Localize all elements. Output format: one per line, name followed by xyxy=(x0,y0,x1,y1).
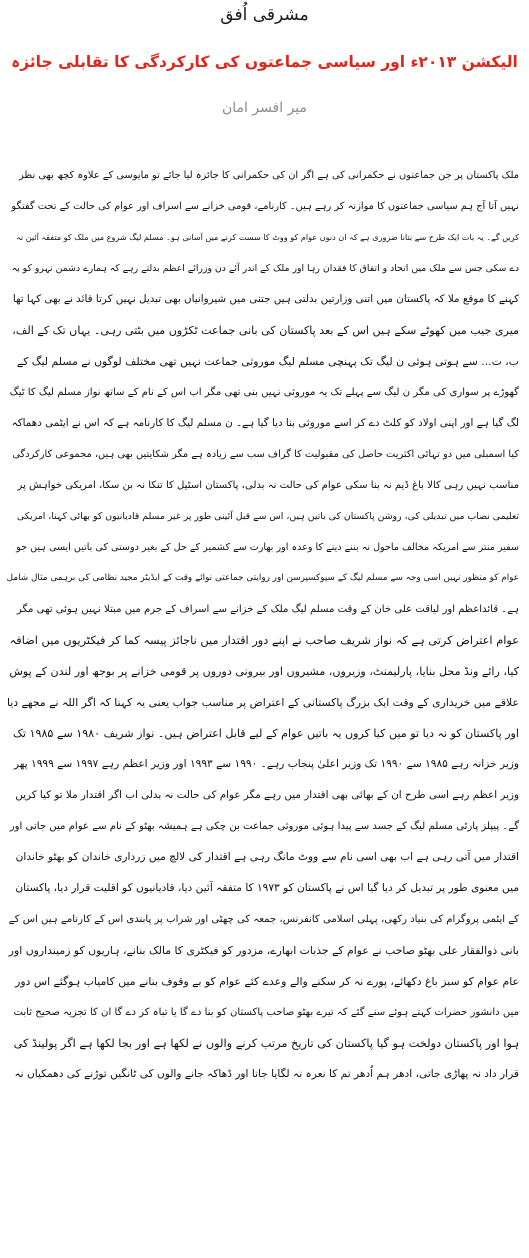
article-line: کیا، رائے ونڈ محل بنایا، پارلیمنٹ، وزیروں، مشیروں اور بیرونی دوروں پر قومی خزانے پر بوجھ اور لندن کے پوش xyxy=(9,665,519,678)
article-line: عوام اعتراض کرتی ہے کہ نواز شریف صاحب نے اپنے دور اقتدار میں ناجائز پیسہ کما کر فیکٹریوں میں اضافہ xyxy=(9,633,519,647)
article-line: ہے۔ قائداعظم اور لیاقت علی خان کے وقت مسلم لیگ ملک کے خزانے سے اسراف کے جرم میں مبتلا نہیں ہوئی تھی مگر xyxy=(16,604,519,615)
article-line: وزیر اعظم رہے اسی طرح ان کے بھائی بھی اقتدار میں رہے مگر عوام کی حالت نہ بدلی اب اگر اقتدار ملا تو کیا کریں xyxy=(15,789,519,801)
article-line: بانی ذوالفقار علی بھٹو صاحب نے عوام کے جذبات ابھارے، مزدور کو فیکٹری کا مالک بنانے، ہاریوں کو زمینداروں اور xyxy=(8,944,519,957)
article-line: میں معنوی طور پر تبدیل کر دیا گیا اس نے پاکستان کو ۱۹۷۳ کا متفقہ آئین دیا، قادیانیوں کو اقلیت قرار دیا، پاکستان xyxy=(15,882,519,894)
article-line: ب، ت... سے ہوتی ہوئی ن لیگ تک پہنچی مسلم لیگ موروثی جماعت نہیں تھی مختلف لوگوں نے مسلم لیگ کے xyxy=(16,355,519,368)
article-line: ملک پاکستان پر جن جماعتوں نے حکمرانی کی ہے اگر ان کی حکمرانی کا جائزہ لیا جائے تو مایوسی کے علاوہ کچھ بھی نظر xyxy=(18,170,519,181)
article-line: وزیر خزانہ رہے ۱۹۸۵ سے ۱۹۹۰ تک وزیر اعلیٰ پنجاب رہے۔ ۱۹۹۰ سے ۱۹۹۳ اور وزیر اعظم رہے ۱۹۹۷ سے ۱۹۹۹ پھر xyxy=(13,758,519,770)
article-line: گھوڑے پر سواری کی مگر ن لیگ سے پہلے تک یہ موروثی نہیں بنی تھی مگر اب اس کے نام کے ساتھ نواز مسلم لیگ کا ٹیگ xyxy=(9,387,519,398)
author-byline: میر افسر امان xyxy=(221,100,308,116)
article-line: علاقے میں خریداری کے وقت ایک بزرگ پاکستانی کے اعتراض پر مناسب جواب یعنی یہ کہنا کہ اگر اللہ نے مجھے دیا xyxy=(7,696,519,709)
column-name: مشرقی اُفق xyxy=(220,5,309,25)
article-line: کے ایٹمی پروگرام کی بنیاد رکھی، پہلی اسلامی کانفرنس، جمعہ کی چھٹی اور شراب پر پابندی اس کے کارنامے ہیں اس کے xyxy=(8,914,519,925)
article-headline: الیکشن ۲۰۱۳ء اور سیاسی جماعتوں کی کارکردگی کا تقابلی جائزہ xyxy=(11,53,518,71)
article-line: کریں گے۔ یہ بات ایک طرح سے بتانا ضروری ہے کہ ان دنوں عوام کو ووٹ کا سست کرنے میں آسانی ہو۔ مسلم لیگ شروع میں ملک کو متفقہ آئین نہ xyxy=(16,232,519,242)
article-line: لگ گیا ہے اور اپنی اولاد کو کلٹ دے کر اسے موروثی بنا دیا گیا ہے۔ ن مسلم لیگ کا کارنامہ ہے کہ اس نے ایٹمی دھماکہ xyxy=(11,417,519,429)
article-line: میں دانشور حضرات کہتے ہوئے سنے گئے کہ تیرے بھٹو صاحب پاکستان کو بنا دے گا یا تباہ کر دے گا ان کا تجزیہ صحیح ثابت xyxy=(13,1007,519,1018)
article-line: ہوا اور پاکستان دولخت ہو گیا پاکستان کی تاریخ مرتب کرنے والوں نے لکھا ہے اور بجا لکھا ہے اگر پولینڈ کی xyxy=(13,1036,519,1050)
article-line: عام عوام کو سبز باغ دکھائے، پورے نہ کر سکنے والے وعدے کئے عوام کو بے وقوف بنانے میں کامیاب ہوگئے اس دور xyxy=(15,975,519,988)
article-line: قرار داد نہ پھاڑی جاتی، ادھر ہم اُدھر تم کا نعرہ نہ لگایا جاتا اور ڈھاکہ جانے والوں کی ٹانگیں توڑنے کی دھمکیاں نہ xyxy=(14,1068,519,1080)
article-line: میری جیب میں کھوٹے سکے ہیں اس کے بعد پاکستان کی بانی جماعت ٹکڑوں میں بٹتی رہی۔ یہاں تک کے الف، xyxy=(12,324,519,337)
article-line: عوام کو منظور نہیں اسی وجہ سے مسلم لیگ کے سپوکسپرسن اور روایتی جماعتی نوائے وقت کے ایڈیٹر مجید نظامی کی برہمی مثال شامل xyxy=(7,573,519,583)
article-body xyxy=(7,160,519,1090)
article-line: گے۔ پیپلز پارٹی مسلم لیگ کے جسد سے پیدا ہوئی موروثی جماعت بن چکی ہے ہمیشہ بھٹو کے نام سے عوام میں جاتی اور xyxy=(9,821,519,832)
article-line: نہیں آتا آج ہم سیاسی جماعتوں کا موازنہ کر رہے ہیں۔ کارنامے، قومی خزانے سے اسراف اور عوام کی حالت کے تحت گفتگو xyxy=(11,201,519,212)
article-line: تعلیمی نصاب میں تبدیلی کی، روشن پاکستان کی باتیں ہیں، اس سے قبل آئینی طور پر غیر مسلم قادیانیوں کو بھائی کہنا، امریکی xyxy=(17,511,519,522)
article-line: اقتدار میں آتی رہی ہے اب بھی اسی نام سے ووٹ مانگ رہی ہے اقتدار کی لالچ میں زرداری خاندان کو بھٹو خاندان xyxy=(15,851,519,863)
article-line: کیا اسمبلی میں دو تہائی اکثریت حاصل کی مقبولیت کا گراف سب سے زیادہ ہے مگر شکایتیں بھی ہیں، مجموعی کارکردگی xyxy=(12,449,519,460)
article-line: مناسب نہیں رہی کالا باغ ڈیم نہ بنا سکی عوام کی حالت نہ بدلی، پاکستان اسٹیل کا تنکا نہ بن سکا، امریکی خواہش پر xyxy=(17,480,519,491)
article-line: دے سکی جس سے ملک میں اتحاد و اتفاق کا فقدان رہا اور ملک کے اندر آئے دن وزرائے اعظم بدلتے رہے کہ ہمارے دشمن نہرو کو یہ xyxy=(11,263,519,274)
article-line: اور پاکستان کو نہ دیا تو میں کیا کروں یہ باتیں عوام کے لیے قابل اعتراض ہیں۔ نواز شریف ۱۹۸۰ سے ۱۹۸۵ تک xyxy=(12,727,519,740)
article-line: سفیر منتر سے امریکہ مخالف ماحول نہ بننے دینے کا وعدہ اور بھارت سے کشمیر کے حل کے بغیر دوستی کی باتیں ایسی ہیں جو xyxy=(16,542,519,553)
article-line: کہنے کا موقع ملا کہ پاکستان میں اتنی وزارتیں بدلتی ہیں جتنی میں شیروانیاں بھی تبدیل نہیں کرتا قائد نے بھی کہا تھا xyxy=(12,293,519,305)
